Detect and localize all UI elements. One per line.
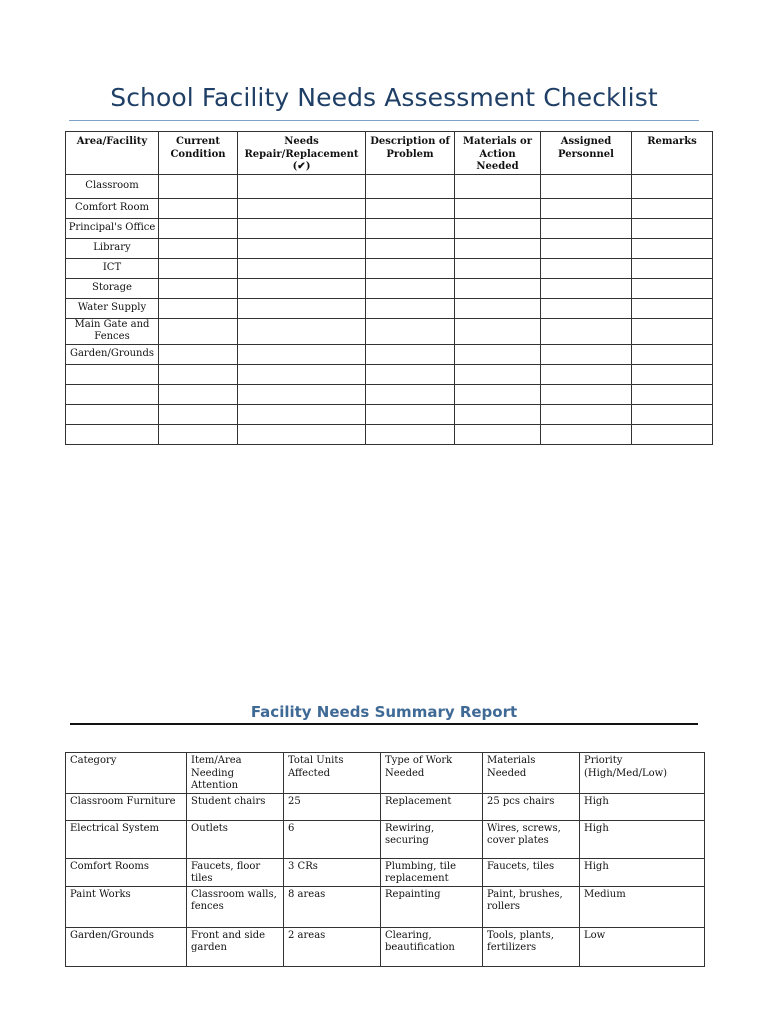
category-cell: Classroom Furniture	[66, 793, 187, 820]
area-cell[interactable]	[66, 424, 159, 444]
condition-cell[interactable]	[159, 238, 238, 258]
work-cell: Clearing, beautification	[381, 927, 483, 966]
col-header-work: Type of Work Needed	[381, 753, 483, 794]
table-row	[66, 238, 713, 258]
work-cell: Plumbing, tile replacement	[381, 858, 483, 886]
remarks-cell[interactable]	[632, 258, 713, 278]
needs-checkbox-cell[interactable]	[238, 404, 366, 424]
materials-cell[interactable]	[455, 258, 541, 278]
condition-cell[interactable]	[159, 344, 238, 364]
col-header-materials: Materials Needed	[483, 753, 580, 794]
needs-checkbox-cell[interactable]	[238, 198, 366, 218]
units-cell: 25	[284, 793, 381, 820]
needs-checkbox-cell[interactable]	[238, 364, 366, 384]
table-row	[66, 278, 713, 298]
table-row	[66, 258, 713, 278]
materials-cell[interactable]	[455, 298, 541, 318]
description-cell[interactable]	[366, 258, 455, 278]
col-header-condition: Current Condition	[159, 132, 238, 175]
checklist-header-row	[66, 132, 713, 175]
area-cell: Library	[66, 238, 159, 258]
col-header-personnel: Assigned Personnel	[541, 132, 632, 175]
needs-checkbox-cell[interactable]	[238, 318, 366, 344]
table-row-blank	[66, 404, 713, 424]
category-cell: Electrical System	[66, 820, 187, 858]
description-cell[interactable]	[366, 218, 455, 238]
materials-cell[interactable]	[455, 278, 541, 298]
remarks-cell[interactable]	[632, 344, 713, 364]
personnel-cell[interactable]	[541, 278, 632, 298]
table-row	[66, 318, 713, 344]
materials-cell[interactable]	[455, 344, 541, 364]
materials-cell[interactable]	[455, 384, 541, 404]
materials-cell[interactable]	[455, 318, 541, 344]
priority-cell: High	[580, 858, 705, 886]
work-cell: Repainting	[381, 886, 483, 927]
materials-cell: Paint, brushes, rollers	[483, 886, 580, 927]
table-row	[66, 858, 705, 886]
col-header-category: Category	[66, 753, 187, 794]
condition-cell[interactable]	[159, 218, 238, 238]
description-cell[interactable]	[366, 424, 455, 444]
work-cell: Rewiring, securing	[381, 820, 483, 858]
personnel-cell[interactable]	[541, 364, 632, 384]
description-cell[interactable]	[366, 384, 455, 404]
personnel-cell[interactable]	[541, 298, 632, 318]
category-cell: Garden/Grounds	[66, 927, 187, 966]
table-row	[66, 218, 713, 238]
needs-checkbox-cell[interactable]	[238, 344, 366, 364]
remarks-cell[interactable]	[632, 298, 713, 318]
materials-cell[interactable]	[455, 174, 541, 198]
col-header-needs	[238, 132, 366, 175]
item-cell: Outlets	[187, 820, 284, 858]
condition-cell[interactable]	[159, 298, 238, 318]
area-cell[interactable]	[66, 384, 159, 404]
personnel-cell[interactable]	[541, 258, 632, 278]
area-cell: ICT	[66, 258, 159, 278]
needs-checkbox-cell[interactable]	[238, 218, 366, 238]
priority-cell: High	[580, 820, 705, 858]
units-cell: 8 areas	[284, 886, 381, 927]
condition-cell[interactable]	[159, 364, 238, 384]
condition-cell[interactable]	[159, 174, 238, 198]
summary-title-divider	[70, 723, 698, 725]
description-cell[interactable]	[366, 238, 455, 258]
personnel-cell[interactable]	[541, 384, 632, 404]
description-cell[interactable]	[366, 198, 455, 218]
personnel-cell[interactable]	[541, 238, 632, 258]
condition-cell[interactable]	[159, 278, 238, 298]
personnel-cell[interactable]	[541, 218, 632, 238]
needs-checkbox-cell[interactable]	[238, 298, 366, 318]
col-header-description: Description of Problem	[366, 132, 455, 175]
remarks-cell[interactable]	[632, 238, 713, 258]
remarks-cell[interactable]	[632, 404, 713, 424]
table-row	[66, 820, 705, 858]
area-cell: Storage	[66, 278, 159, 298]
needs-checkbox-cell[interactable]	[238, 258, 366, 278]
materials-cell: Faucets, tiles	[483, 858, 580, 886]
description-cell[interactable]	[366, 344, 455, 364]
col-header-needs-line2: Repair/Replacement	[244, 148, 359, 160]
priority-cell: Low	[580, 927, 705, 966]
item-cell: Faucets, floor tiles	[187, 858, 284, 886]
remarks-cell[interactable]	[632, 218, 713, 238]
item-cell: Classroom walls, fences	[187, 886, 284, 927]
item-cell: Student chairs	[187, 793, 284, 820]
materials-cell: Wires, screws, cover plates	[483, 820, 580, 858]
condition-cell[interactable]	[159, 198, 238, 218]
materials-cell: Tools, plants, fertilizers	[483, 927, 580, 966]
remarks-cell[interactable]	[632, 198, 713, 218]
units-cell: 2 areas	[284, 927, 381, 966]
area-cell[interactable]	[66, 364, 159, 384]
description-cell[interactable]	[366, 318, 455, 344]
col-header-item: Item/Area Needing Attention	[187, 753, 284, 794]
checklist-title: School Facility Needs Assessment Checklist	[110, 83, 658, 112]
materials-cell: 25 pcs chairs	[483, 793, 580, 820]
category-cell: Comfort Rooms	[66, 858, 187, 886]
table-row	[66, 298, 713, 318]
table-row	[66, 198, 713, 218]
area-cell: Principal's Office	[66, 218, 159, 238]
priority-cell: High	[580, 793, 705, 820]
needs-checkbox-cell[interactable]	[238, 384, 366, 404]
area-cell: Main Gate and Fences	[66, 318, 159, 344]
condition-cell[interactable]	[159, 258, 238, 278]
remarks-cell[interactable]	[632, 174, 713, 198]
col-header-priority: Priority (High/Med/Low)	[580, 753, 705, 794]
col-header-needs-line3: (✔)	[292, 161, 311, 172]
materials-cell[interactable]	[455, 424, 541, 444]
condition-cell[interactable]	[159, 384, 238, 404]
remarks-cell[interactable]	[632, 364, 713, 384]
work-cell: Replacement	[381, 793, 483, 820]
summary-report-title: Facility Needs Summary Report	[250, 703, 518, 721]
description-cell[interactable]	[366, 278, 455, 298]
needs-checkbox-cell[interactable]	[238, 424, 366, 444]
area-cell: Garden/Grounds	[66, 344, 159, 364]
table-row	[66, 793, 705, 820]
table-row-blank	[66, 384, 713, 404]
needs-assessment-checklist-table	[65, 131, 713, 445]
materials-cell[interactable]	[455, 198, 541, 218]
table-row	[66, 927, 705, 966]
needs-checkbox-cell[interactable]	[238, 278, 366, 298]
materials-cell[interactable]	[455, 218, 541, 238]
category-cell: Paint Works	[66, 886, 187, 927]
description-cell[interactable]	[366, 298, 455, 318]
units-cell: 3 CRs	[284, 858, 381, 886]
area-cell: Comfort Room	[66, 198, 159, 218]
table-row	[66, 886, 705, 927]
table-row-blank	[66, 424, 713, 444]
table-row	[66, 174, 713, 198]
description-cell[interactable]	[366, 404, 455, 424]
title-divider	[69, 120, 699, 121]
condition-cell[interactable]	[159, 318, 238, 344]
materials-cell[interactable]	[455, 238, 541, 258]
remarks-cell[interactable]	[632, 424, 713, 444]
summary-header-row	[66, 753, 705, 794]
priority-cell: Medium	[580, 886, 705, 927]
facility-needs-summary-table	[65, 752, 705, 967]
table-row-blank	[66, 364, 713, 384]
area-cell: Water Supply	[66, 298, 159, 318]
description-cell[interactable]	[366, 364, 455, 384]
personnel-cell[interactable]	[541, 174, 632, 198]
needs-checkbox-cell[interactable]	[238, 174, 366, 198]
area-cell[interactable]	[66, 404, 159, 424]
personnel-cell[interactable]	[541, 198, 632, 218]
personnel-cell[interactable]	[541, 404, 632, 424]
personnel-cell[interactable]	[541, 318, 632, 344]
units-cell: 6	[284, 820, 381, 858]
materials-cell[interactable]	[455, 404, 541, 424]
col-header-remarks: Remarks	[632, 132, 713, 175]
materials-cell[interactable]	[455, 364, 541, 384]
col-header-units: Total Units Affected	[284, 753, 381, 794]
condition-cell[interactable]	[159, 404, 238, 424]
col-header-needs-line1: Needs	[284, 136, 319, 147]
needs-checkbox-cell[interactable]	[238, 238, 366, 258]
area-cell: Classroom	[66, 174, 159, 198]
personnel-cell[interactable]	[541, 344, 632, 364]
item-cell: Front and side garden	[187, 927, 284, 966]
remarks-cell[interactable]	[632, 278, 713, 298]
col-header-materials: Materials or Action Needed	[455, 132, 541, 175]
table-row	[66, 344, 713, 364]
remarks-cell[interactable]	[632, 318, 713, 344]
personnel-cell[interactable]	[541, 424, 632, 444]
remarks-cell[interactable]	[632, 384, 713, 404]
condition-cell[interactable]	[159, 424, 238, 444]
col-header-area: Area/Facility	[66, 132, 159, 175]
description-cell[interactable]	[366, 174, 455, 198]
